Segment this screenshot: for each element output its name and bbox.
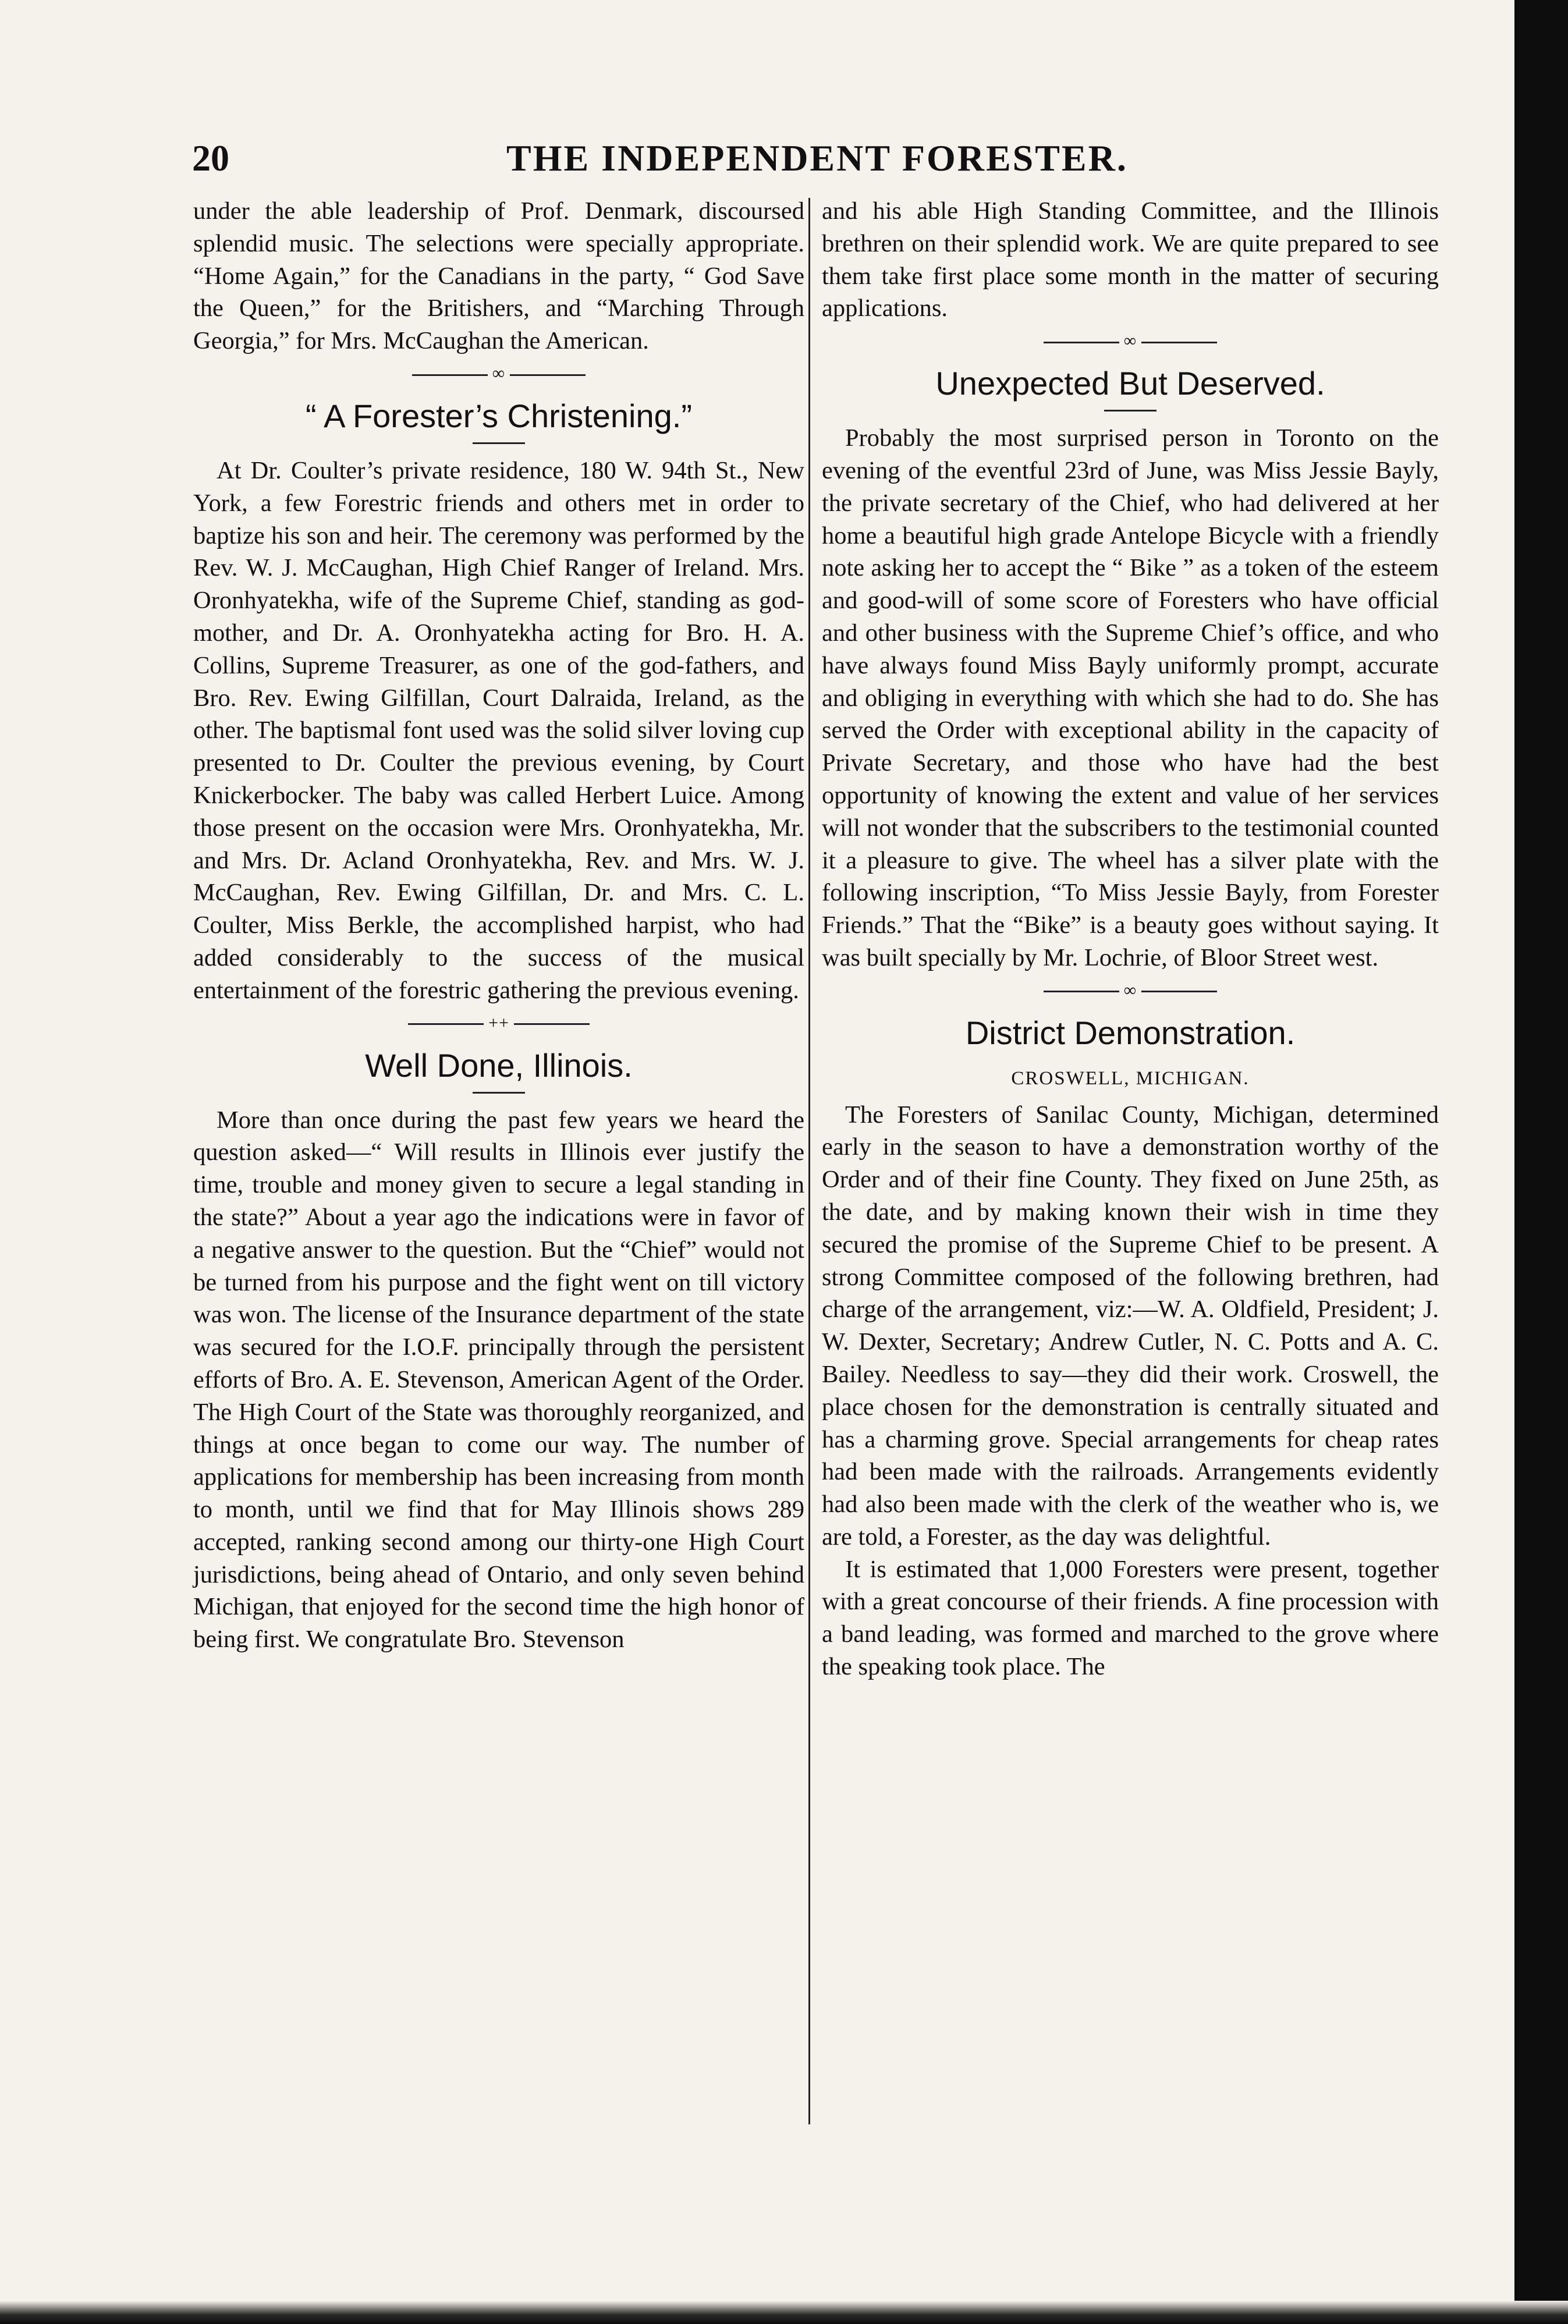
right-column	[822, 195, 1439, 2127]
section-ornament: ∞	[822, 329, 1439, 353]
page-number: 20	[192, 137, 229, 179]
section-ornament: ∞	[822, 979, 1439, 1002]
article-continuation: under the able leadership of Prof. Denmark, discoursed splendid music. The selections were specially appropriate. “Home Again,” for the Canadians in the party, “ God Save the Queen,” for the Britishers, and “Marching Through Georgia,” for Mrs. McCaughan the American.	[193, 197, 804, 355]
column-divider	[808, 198, 810, 2124]
section-ornament: ∞	[193, 362, 804, 385]
article-body-district: The Foresters of Sanilac County, Michigan, determined early in the season to have a demonstration worthy of the Order and of their fine County. They fixed on June 25th, as the date, and by making known their wish in time they secured the promise of the Supreme Chief to be present. A strong Committee composed of the following brethren, had charge of the arrangement, viz:—W. A. Oldfield, President; J. W. Dexter, Secretary; Andrew Cutler, N. C. Potts and A. C. Bailey. Needless to say—they did their work. Croswell, the place chosen for the demonstration is centrally situated and has a charming grove. Special arrangements for cheap rates had been made with the railroads. Arrangements evidently had also been made with the clerk of the weather who is, we are told, a Forester, as the day was delightful.	[822, 1101, 1439, 1550]
article-body-unexpected: Probably the most surprised person in Toronto on the evening of the eventful 23rd of June, was Miss Jessie Bayly, the private secretary of the Chief, who had delivered at her home a beautiful high grade Antelope Bicycle with a friendly note asking her to accept the “ Bike ” as a token of the esteem and good-will of some score of Foresters who have official and other business with the Supreme Chief’s office, and who have always found Miss Bayly uniformly prompt, accurate and obliging in everything with which she had to do. She has served the Order with exceptional ability in the capacity of Private Secretary, and those who have had the best opportunity of knowing the extent and value of her services will not wonder that the subscribers to the testimonial counted it a pleasure to give. The wheel has a silver plate with the following inscription, “To Miss Jessie Bayly, from Forester Friends.” That the “Bike” is a beauty goes without saying. It was built specially by Mr. Lochrie, of Bloor Street west.	[822, 424, 1439, 971]
heading-rule	[1104, 410, 1157, 411]
article-heading-district: District Demonstration.	[965, 1014, 1296, 1051]
article-dateline: CROSWELL, MICHIGAN.	[1011, 1067, 1250, 1089]
article-heading-unexpected: Unexpected But Deserved.	[935, 365, 1325, 402]
article-body-illinois: More than once during the past few years we heard the question asked—“ Will results in Illinois ever justify the time, trouble and money given to secure a legal standing in the state?” About a year ago the indications were in favor of a negative answer to the question. But the “Chief” would not be turned from his purpose and the fight went on till victory was won. The license of the Insurance department of the state was secured for the I.O.F. principally through the persistent efforts of Bro. A. E. Stevenson, American Agent of the Order. The High Court of the State was thoroughly reorganized, and things at once began to come our way. The number of applications for membership has been increasing from month to month, until we find that for May Illinois shows 289 accepted, ranking second among our thirty-one High Court jurisdictions, being ahead of Ontario, and only seven behind Michigan, that enjoyed for the second time the high honor of being first. We congratulate Bro. Stevenson	[193, 1106, 804, 1654]
article-body-christening: At Dr. Coulter’s private residence, 180 W. 94th St., New York, a few Forestric friends and others met in order to baptize his son and heir. The ceremony was performed by the Rev. W. J. McCaughan, High Chief Ranger of Ireland. Mrs. Oronhyatekha, wife of the Supreme Chief, standing as god-mother, and Dr. A. Oronhyatekha acting for Bro. H. A. Collins, Supreme Treasurer, as one of the god-fathers, and Bro. Rev. Ewing Gilfillan, Court Dalraida, Ireland, as the other. The baptismal font used was the solid silver loving cup presented to Dr. Coulter the previous evening, by Court Knickerbocker. The baby was called Herbert Luice. Among those present on the occasion were Mrs. Oronhyatekha, Mr. and Mrs. Dr. Acland Oronhyatekha, Rev. and Mrs. W. J. McCaughan, Rev. Ewing Gilfillan, Dr. and Mrs. C. L. Coulter, Miss Berkle, the accomplished harpist, who had added considerably to the success of the musical entertainment of the forestric gathering the previous evening.	[193, 456, 804, 1004]
article-heading-christening: “ A Forester’s Christening.”	[306, 397, 692, 434]
article-heading-illinois: Well Done, Illinois.	[365, 1046, 633, 1084]
running-header	[192, 131, 1490, 195]
heading-rule	[473, 442, 525, 444]
heading-rule	[473, 1092, 525, 1094]
page-edge-shadow	[1514, 0, 1568, 2324]
left-column	[193, 195, 804, 2127]
page-bottom-shadow	[0, 2301, 1568, 2324]
article-body-district-continued: It is estimated that 1,000 Foresters were present, together with a great concourse of their friends. A fine procession with a band leading, was formed and marched to the grove where the speaking took place. The	[822, 1555, 1439, 1681]
publication-title: THE INDEPENDENT FORESTER.	[506, 137, 1128, 179]
article-continuation: and his able High Standing Committee, and the Illinois brethren on their splendid work. We are quite prepared to see them take first place some month in the matter of securing applications.	[822, 197, 1439, 322]
section-ornament: ++	[193, 1012, 804, 1035]
